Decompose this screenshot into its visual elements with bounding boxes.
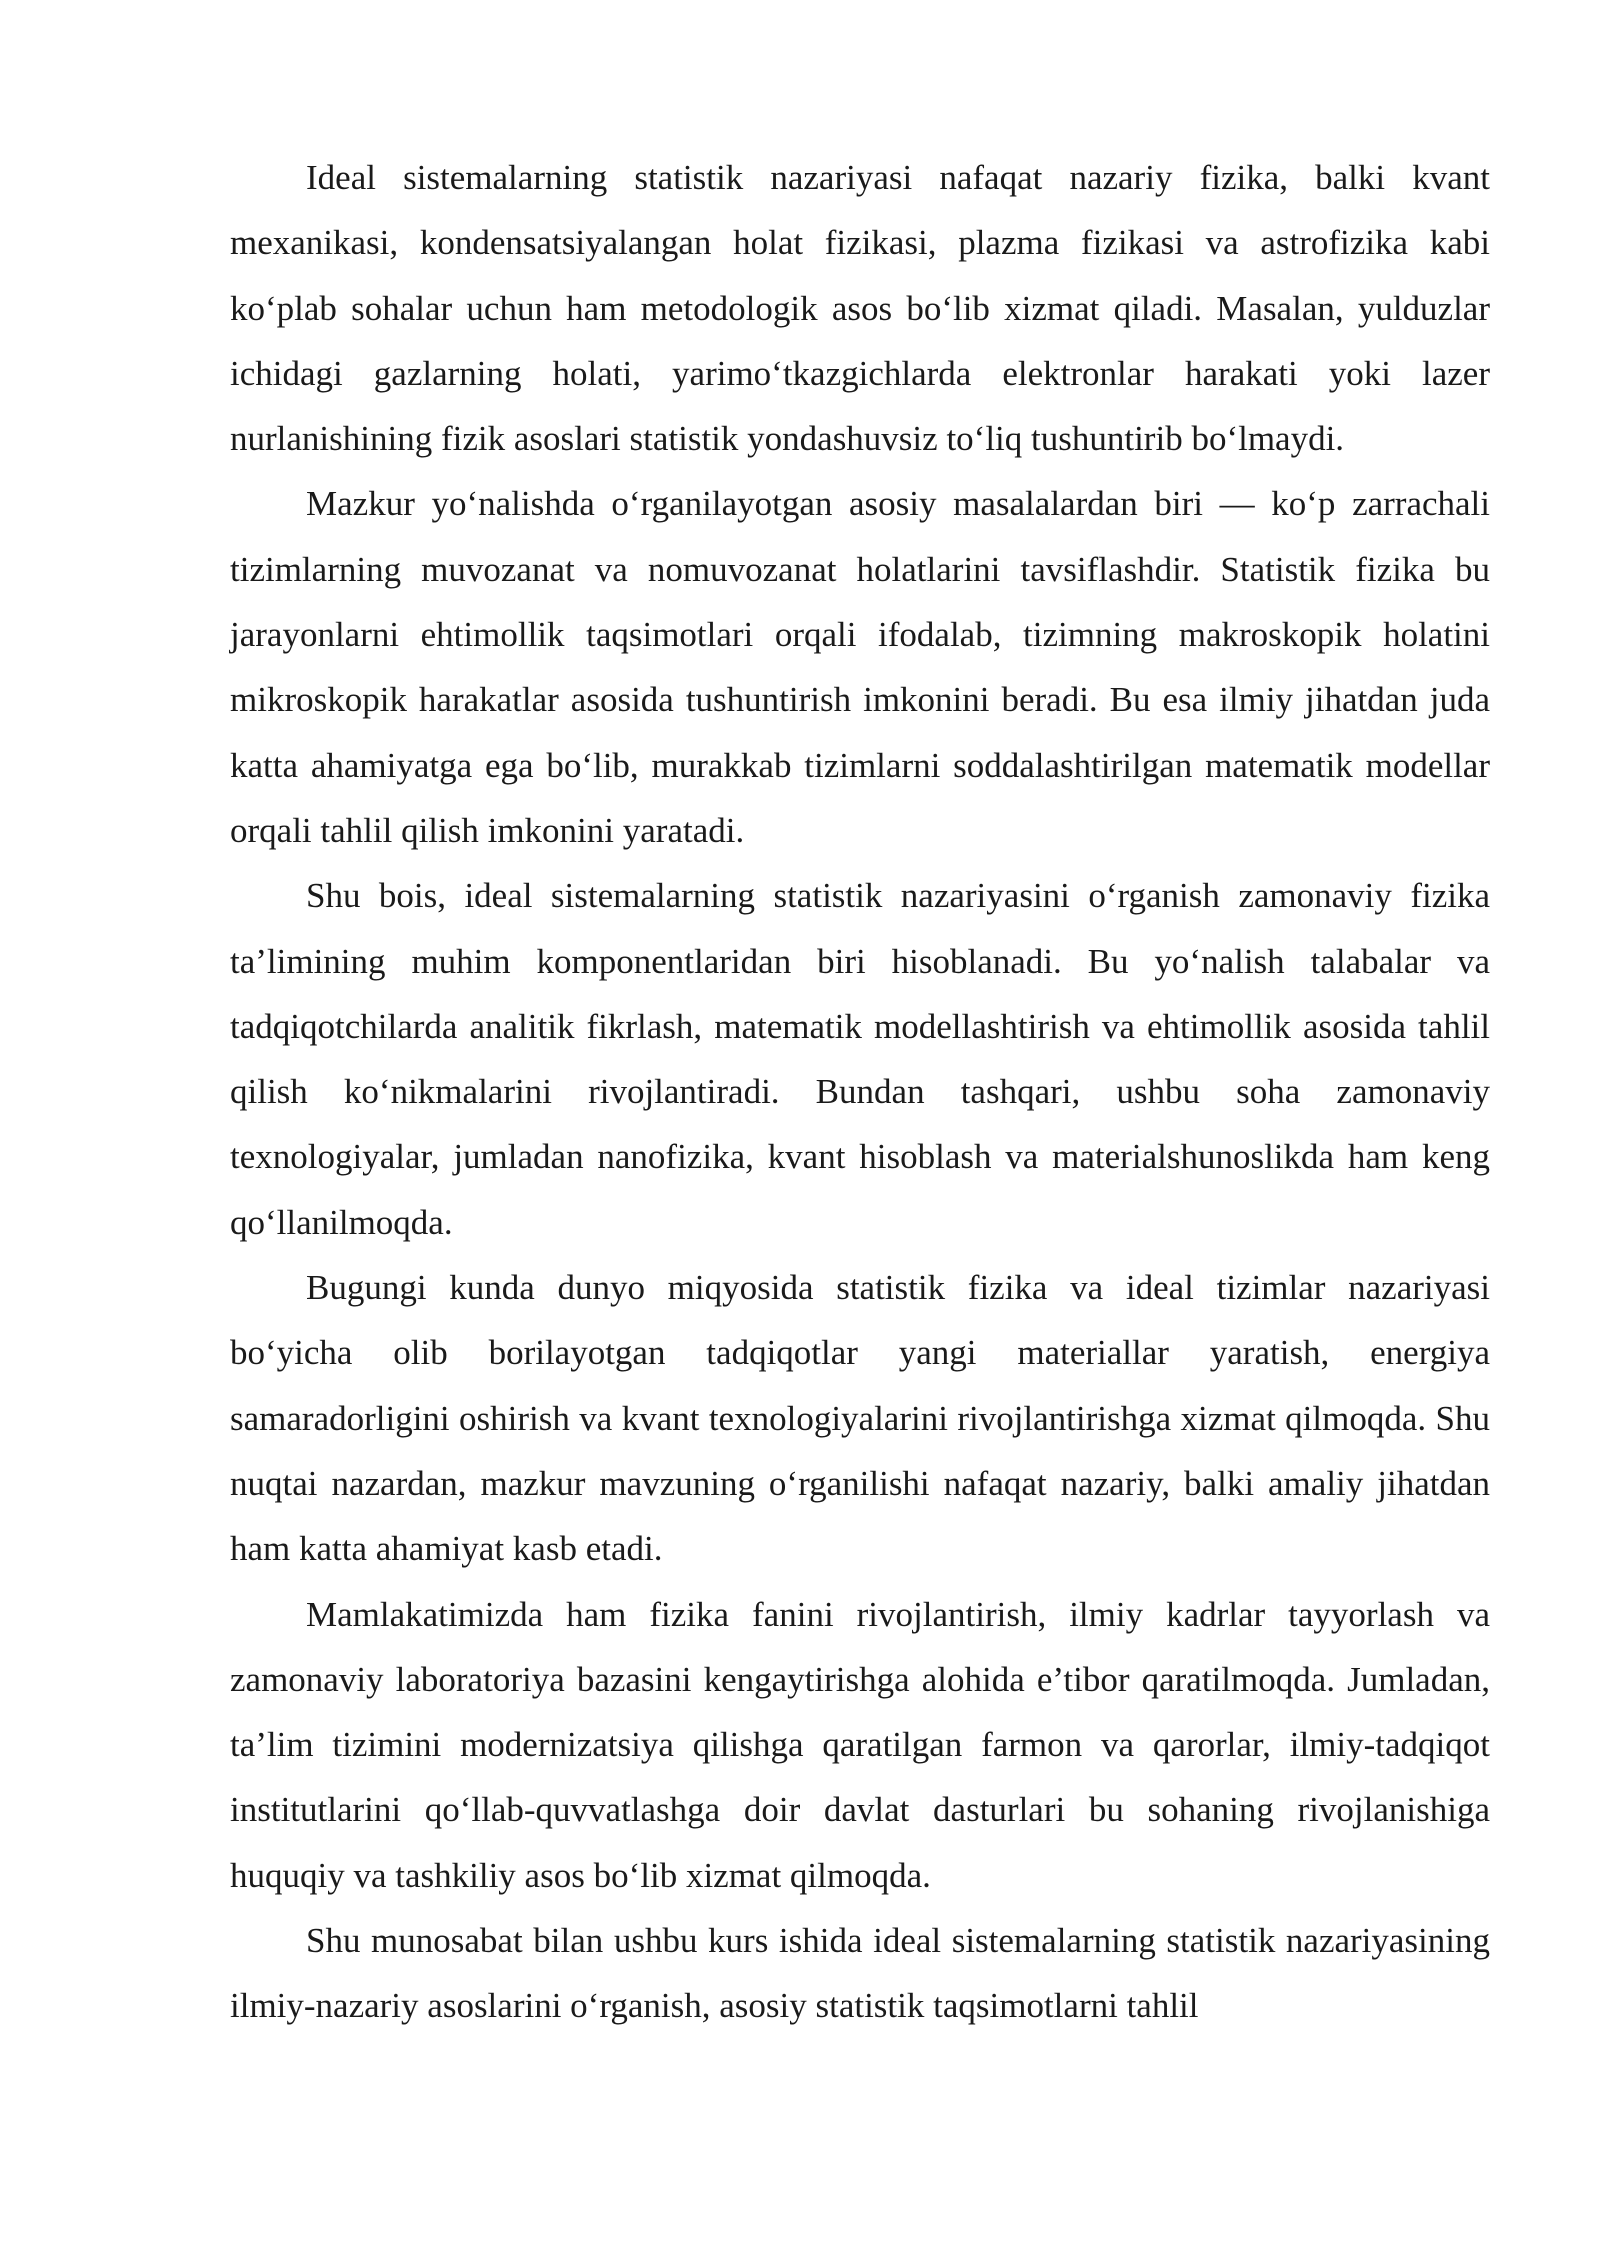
document-body <box>230 145 1490 2039</box>
paragraph-4: Bugungi kunda dunyo miqyosida statistik fizika va ideal tizimlar nazariyasi bo‘yicha olib borilayotgan tadqiqotlar yangi materiallar yaratish, energiya samaradorligini oshirish va kvant texnologiyalarini rivojlantirishga xizmat qilmoqda. Shu nuqtai nazardan, mazkur mavzuning o‘rganilishi nafaqat nazariy, balki amaliy jihatdan ham katta ahamiyat kasb etadi. <box>230 1268 1490 1569</box>
paragraph-6: Shu munosabat bilan ushbu kurs ishida ideal sistemalarning statistik nazariyasining ilmiy-nazariy asoslarini o‘rganish, asosiy statistik taqsimotlarni tahlil <box>230 1921 1490 2026</box>
paragraph-3: Shu bois, ideal sistemalarning statistik nazariyasini o‘rganish zamonaviy fizika ta’limining muhim komponentlaridan biri hisoblanadi. Bu yo‘nalish talabalar va tadqiqotchilarda analitik fikrlash, matematik modellashtirish va ehtimollik asosida tahlil qilish ko‘nikmalarini rivojlantiradi. Bundan tashqari, ushbu soha zamonaviy texnologiyalar, jumladan nanofizika, kvant hisoblash va materialshunoslikda ham keng qo‘llanilmoqda. <box>230 876 1490 1242</box>
paragraph-5: Mamlakatimizda ham fizika fanini rivojlantirish, ilmiy kadrlar tayyorlash va zamonaviy laboratoriya bazasini kengaytirishga alohida e’tibor qaratilmoqda. Jumladan, ta’lim tizimini modernizatsiya qilishga qaratilgan farmon va qarorlar, ilmiy-tadqiqot institutlarini qo‘llab-quvvatlashga doir davlat dasturlari bu sohaning rivojlanishiga huquqiy va tashkiliy asos bo‘lib xizmat qilmoqda. <box>230 1594 1490 1895</box>
paragraph-1: Ideal sistemalarning statistik nazariyasi nafaqat nazariy fizika, balki kvant mexanikasi, kondensatsiyalangan holat fizikasi, plazma fizikasi va astrofizika kabi ko‘plab sohalar uchun ham metodologik asos bo‘lib xizmat qiladi. Masalan, yulduzlar ichidagi gazlarning holati, yarimo‘tkazgichlarda elektronlar harakati yoki lazer nurlanishining fizik asoslari statistik yondashuvsiz to‘liq tushuntirib bo‘lmaydi. <box>230 158 1490 459</box>
paragraph-2: Mazkur yo‘nalishda o‘rganilayotgan asosiy masalalardan biri — ko‘p zarrachali tizimlarning muvozanat va nomuvozanat holatlarini tavsiflashdir. Statistik fizika bu jarayonlarni ehtimollik taqsimotlari orqali ifodalab, tizimning makroskopik holatini mikroskopik harakatlar asosida tushuntirish imkonini beradi. Bu esa ilmiy jihatdan juda katta ahamiyatga ega bo‘lib, murakkab tizimlarni soddalashtirilgan matematik modellar orqali tahlil qilish imkonini yaratadi. <box>230 484 1490 850</box>
